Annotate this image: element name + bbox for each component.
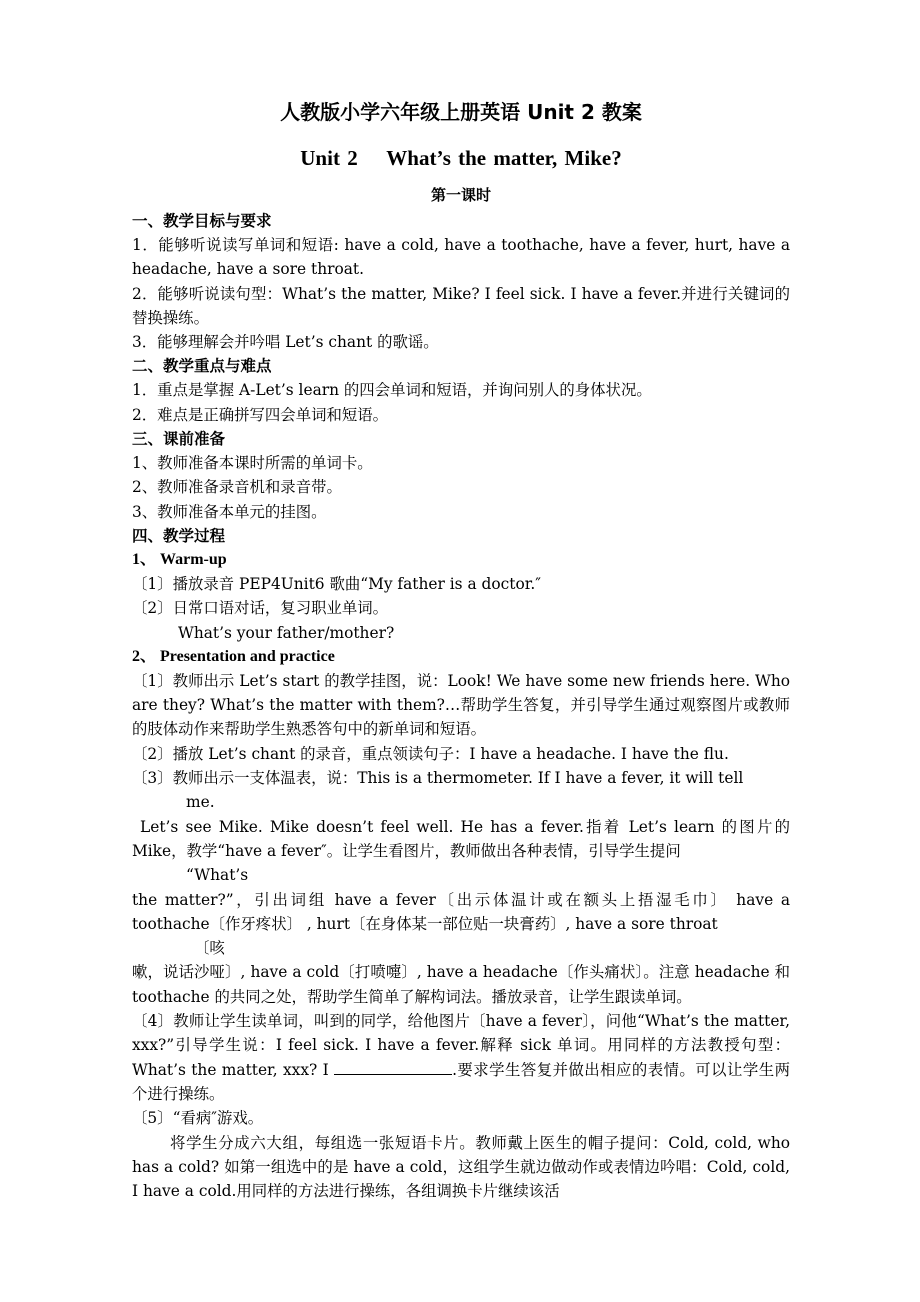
answer-blank [334,1060,452,1075]
subsection-heading: 1、 Warm-up [132,550,227,568]
paragraph: 嗽，说话沙哑〕, have a cold〔打喷嚏〕, have a headache〔作头痛状〕。注意 headache 和 toothache 的共同之处，帮助学生简单了解构词法。播放录音，让学生跟读单词。 [132,963,790,1006]
paragraph-fragment: “What’s [186,866,249,885]
step-item: 〔5〕“看病″游戏。 [132,1109,264,1128]
section-heading: 二、教学重点与难点 [132,357,272,376]
section-heading: 一、教学目标与要求 [132,212,272,230]
paragraph: 将学生分成六大组，每组选一张短语卡片。教师戴上医生的帽子提问：Cold, cold, who has a cold? 如第一组选中的是 have a cold，这组学生就边做动作或表情边吟唱：Cold, cold, I have a cold.用同样的方法进行操练，各组调换卡片继续该活 [132,1133,790,1201]
subsection-heading: 2、 Presentation and practice [132,647,335,665]
step-item-continued: me. [186,793,215,812]
unit-title: Unit 2 What’s the matter, Mike? [300,146,622,170]
step-item [132,1009,790,1106]
paragraph: Let’s see Mike. Mike doesn’t feel well. He has a fever.指着 Let’s learn 的图片的 Mike，教学“have a fever″。让学生看图片，教师做出各种表情，引导学生提问 [132,817,790,860]
lesson-label: 第一课时 [430,186,491,204]
list-item: 2．难点是正确拼写四会单词和短语。 [132,405,389,424]
step-item: 〔1〕教师出示 Let’s start 的教学挂图，说：Look! We have some new friends here. Who are they? What’s the matter with them?…帮助学生答复，并引导学生通过观察图片或教师的肢体动作来帮助学生熟悉答句中的新单词和短语。 [132,671,790,739]
step-item: 〔2〕播放 Let’s chant 的录音，重点领读句子：I have a headache. I have the flu. [132,744,729,763]
list-item: 3、教师准备本单元的挂图。 [132,502,327,521]
document-page [132,92,790,1203]
list-item: 2、教师准备录音机和录音带。 [132,478,342,497]
paragraph: the matter?”，引出词组 have a fever〔出示体温计或在额头上捂湿毛巾〕 have a toothache〔作牙疼状〕 , hurt〔在身体某一部位贴一块膏药〕, have a sore throat [132,890,790,933]
list-item: 3．能够理解会并吟唱 Let’s chant 的歌谣。 [132,333,439,352]
list-item: 1．重点是掌握 A-Let’s learn 的四会单词和短语，并询问别人的身体状况。 [132,381,652,400]
step-item: 〔1〕播放录音 PEP4Unit6 歌曲“My father is a doctor.″ [132,574,542,593]
step-item: 〔2〕日常口语对话，复习职业单词。 [132,599,389,618]
dialogue-line: What’s your father/mother? [178,623,395,642]
step-item: 〔3〕教师出示一支体温表，说：This is a thermometer. If I have a fever, it will tell [132,769,744,788]
step-text: 〔4〕教师让学生读单词，叫到的同学，给他图片〔have a fever〕，问他“What’s the matter, xxx?”引导学生说：I feel sick. I have a fever.解释 sick 单词。用同样的方法教授句型：What’s the matter, xxx? I [132,1012,790,1079]
list-item: 1．能够听说读写单词和短语: have a cold, have a toothache, have a fever, hurt, have a headache, have a sore throat. [132,236,790,279]
paragraph-fragment: 〔咳 [194,939,225,958]
step-text: .要求学生答复并做出相应的表情。可以让学生两个进行操练。 [132,1060,790,1103]
section-heading: 四、教学过程 [132,526,226,545]
document-title: 人教版小学六年级上册英语 Unit 2 教案 [280,100,642,124]
section-heading: 三、课前准备 [132,430,226,449]
list-item: 2．能够听说读句型：What’s the matter, Mike? I feel sick. I have a fever.并进行关键词的替换操练。 [132,284,790,327]
list-item: 1、教师准备本课时所需的单词卡。 [132,454,373,473]
